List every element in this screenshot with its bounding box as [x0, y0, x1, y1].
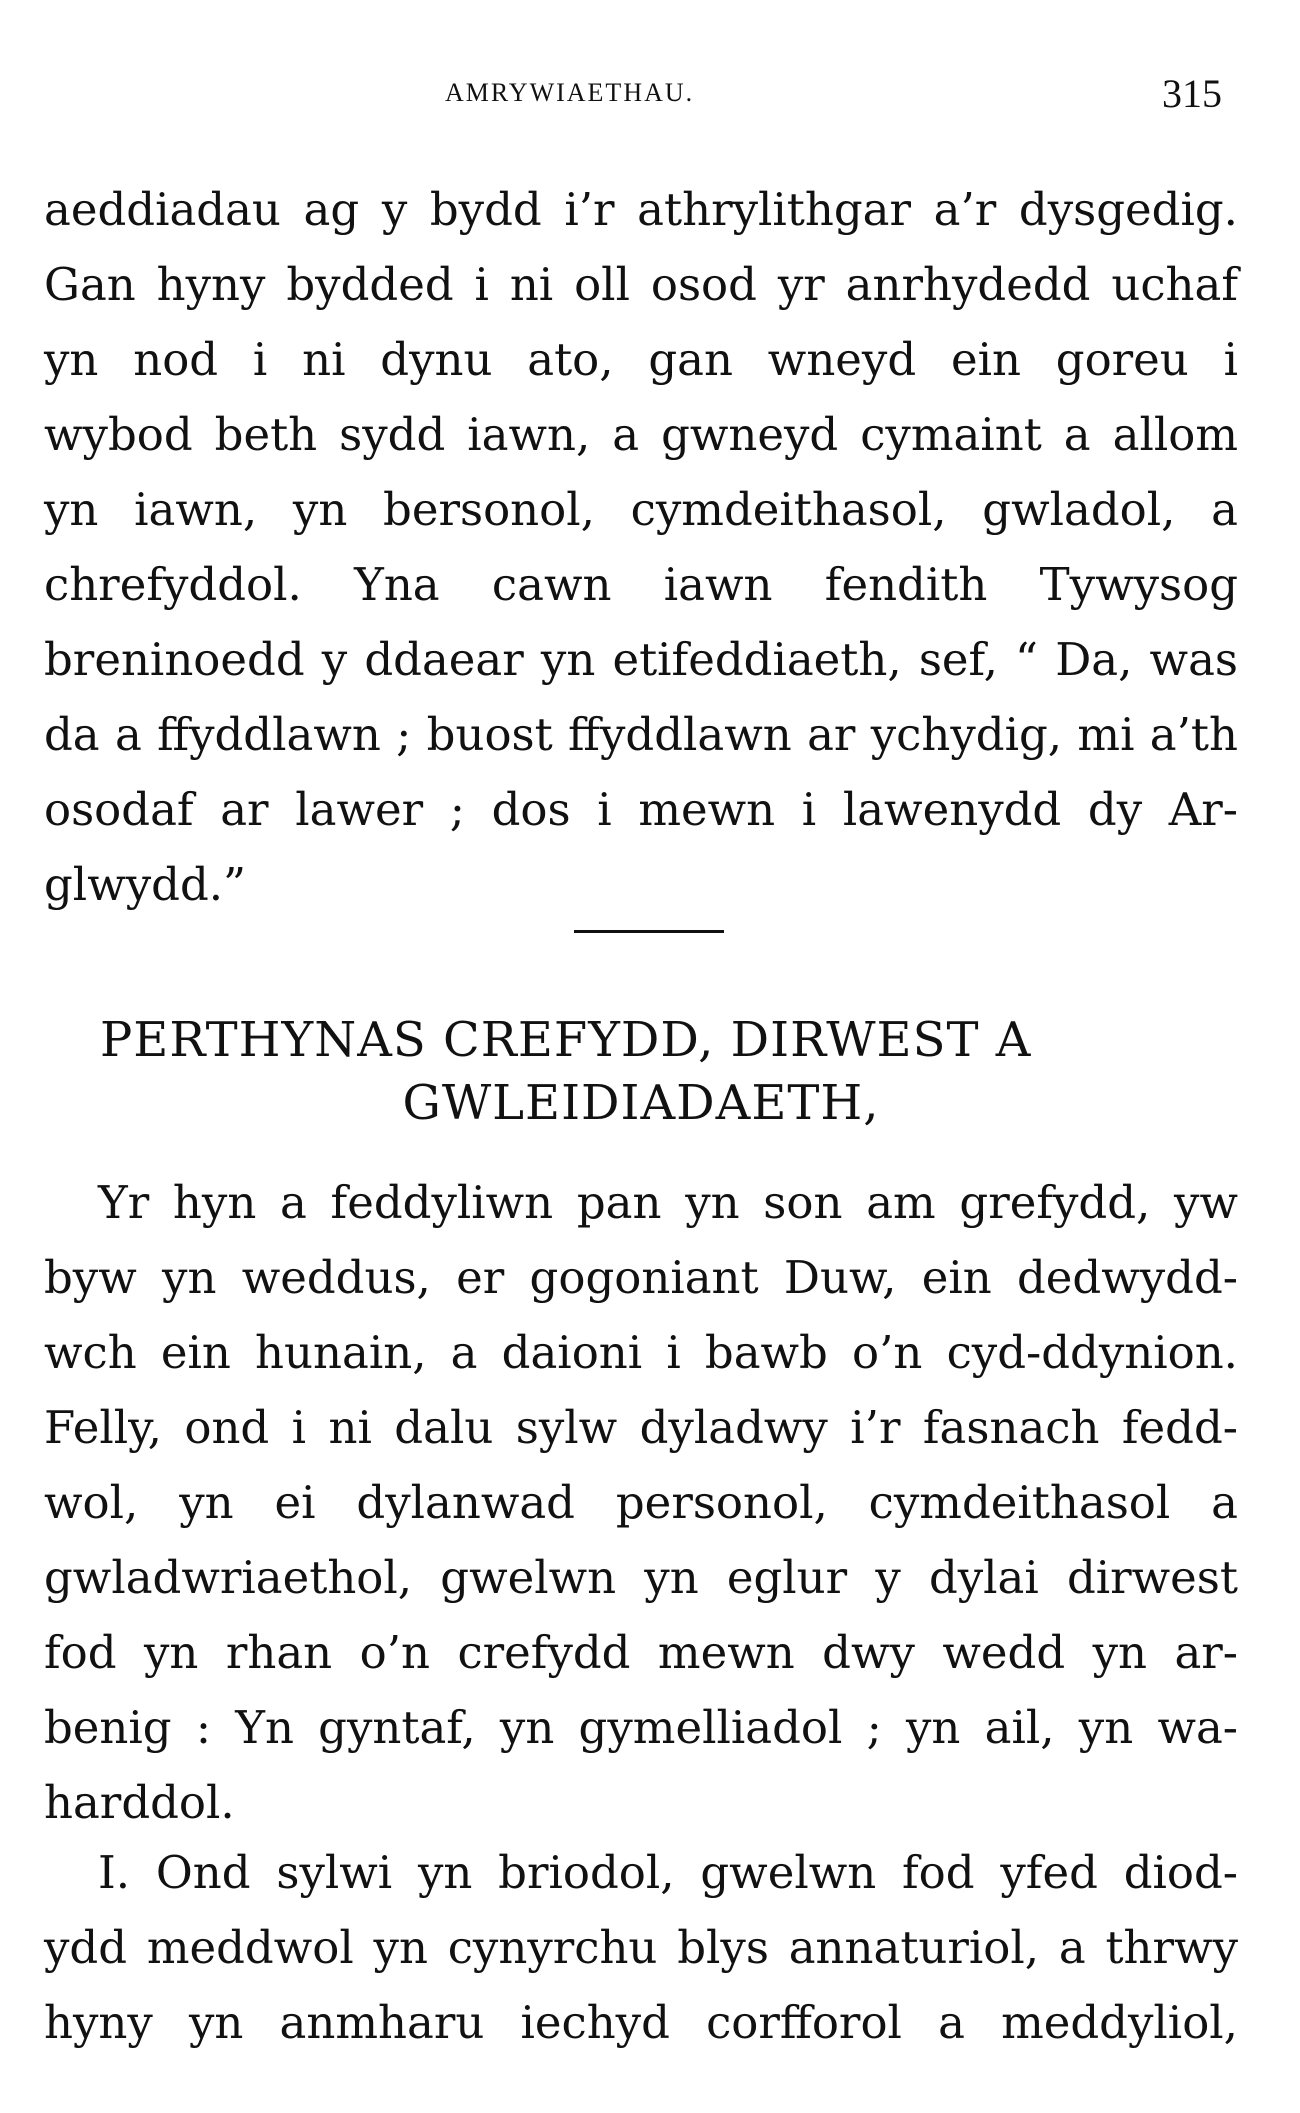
text-line: hyny yn anmharu iechyd corfforol a meddyliol,: [44, 1996, 1238, 2049]
text-line: breninoedd y ddaear yn etifeddiaeth, sef, “ Da, was: [44, 633, 1238, 686]
text-line: byw yn weddus, er gogoniant Duw, ein dedwydd-: [44, 1251, 1238, 1304]
paragraph-closing: [44, 172, 1238, 922]
text-line: Gan hyny bydded i ni oll osod yr anrhydedd uchaf: [44, 258, 1238, 311]
text-line: I. Ond sylwi yn briodol, gwelwn fod yfed diod-: [98, 1846, 1238, 1899]
text-line: Felly, ond i ni dalu sylw dyladwy i’r fasnach fedd-: [44, 1401, 1238, 1454]
section-divider: [574, 930, 724, 933]
text-line: yn nod i ni dynu ato, gan wneyd ein goreu i: [44, 333, 1238, 386]
text-line: chrefyddol. Yna cawn iawn fendith Tywysog: [44, 558, 1238, 611]
text-line: da a ffyddlawn ; buost ffyddlawn ar ychydig, mi a’th: [44, 708, 1238, 761]
text-line: osodaf ar lawer ; dos i mewn i lawenydd dy Ar-: [44, 783, 1238, 836]
text-line: gwladwriaethol, gwelwn yn eglur y dylai dirwest: [44, 1551, 1238, 1604]
text-line: Yr hyn a feddyliwn pan yn son am grefydd, yw: [98, 1176, 1238, 1229]
text-line: benig : Yn gyntaf, yn gymelliadol ; yn ail, yn wa-: [44, 1701, 1238, 1754]
paragraph-intro: [44, 1165, 1238, 1840]
text-line: glwydd.”: [44, 858, 247, 911]
text-line: yn iawn, yn bersonol, cymdeithasol, gwladol, a: [44, 483, 1238, 536]
text-line: fod yn rhan o’n crefydd mewn dwy wedd yn ar-: [44, 1626, 1238, 1679]
text-line: wch ein hunain, a daioni i bawb o’n cyd-ddynion.: [44, 1326, 1238, 1379]
text-line: aeddiadau ag y bydd i’r athrylithgar a’r dysgedig.: [44, 183, 1238, 236]
text-line: wol, yn ei dylanwad personol, cymdeithasol a: [44, 1476, 1238, 1529]
section-heading-line-1: PERTHYNAS CREFYDD, DIRWEST A: [100, 1012, 1032, 1068]
running-title: AMRYWIAETHAU.: [445, 78, 695, 107]
text-line: ydd meddwol yn cynyrchu blys annaturiol, a thrwy: [44, 1921, 1238, 1974]
text-line: wybod beth sydd iawn, a gwneyd cymaint a allom: [44, 408, 1238, 461]
paragraph-point-one: [44, 1835, 1238, 2060]
section-heading-line-2: GWLEIDIADAETH,: [402, 1075, 880, 1131]
page-number: 315: [1162, 71, 1222, 116]
text-line: harddol.: [44, 1776, 235, 1829]
